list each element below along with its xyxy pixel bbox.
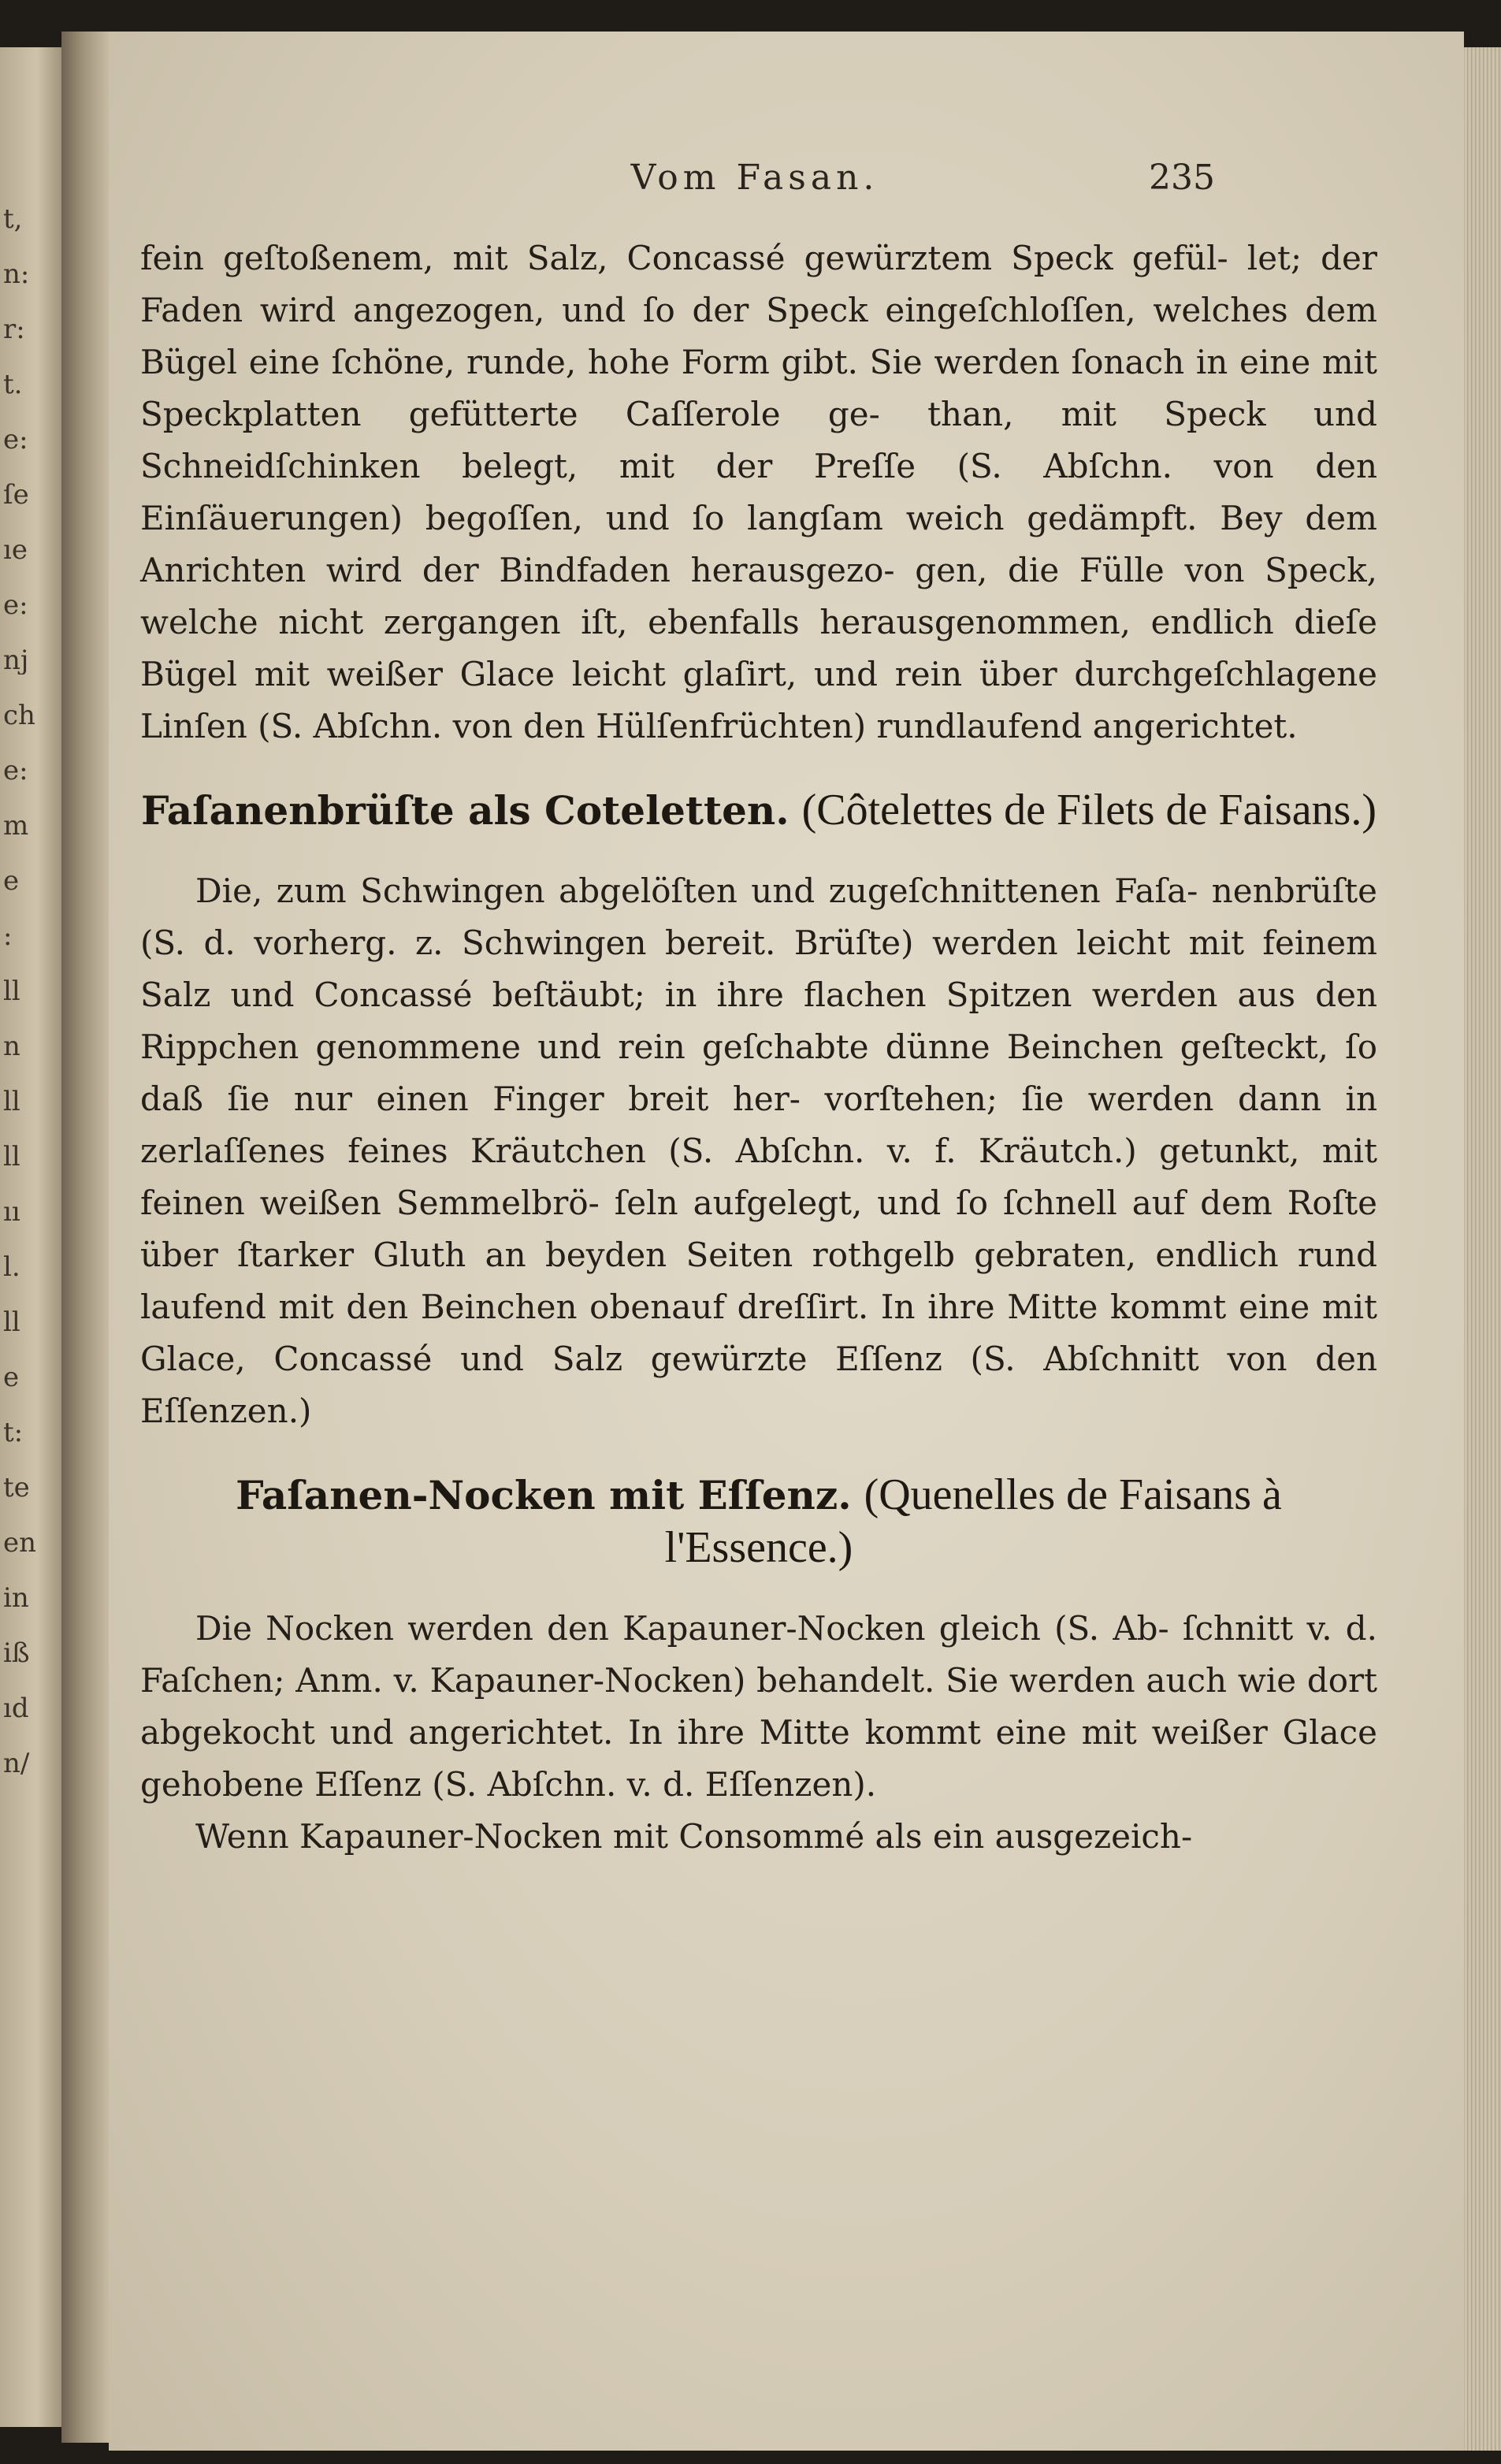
previous-page-fragment: : [3,922,13,950]
section-heading-quenelles [140,1469,1377,1574]
heading-german: Faſanenbrüſte als Coteletten. [141,787,790,834]
previous-page-fragment: en [3,1529,37,1557]
section-heading-cotelettes [140,784,1377,837]
previous-page-fragment: t, [3,205,23,233]
paragraph-continuation: fein geſtoßenem, mit Salz, Concassé gewürztem Speck gefül- let; der Faden wird angezogen, und ſo der Speck eingeſchloſſen, welches dem Bügel eine ſchöne, runde, hohe Form gibt. Sie werden ſonach in eine mit Speckplatten gefütterte Caſſerole ge- than, mit Speck und Schneidſchinken belegt, mit der Preſſe (S. Abſchn. von den Einſäuerungen) begoſſen, und ſo langſam weich gedämpft. Bey dem Anrichten wird der Bindfaden herausgezo- gen, die Fülle von Speck, welche nicht zergangen iſt, ebenfalls herausgenommen, endlich dieſe Bügel mit weißer Glace leicht glaſirt, und rein über durchgeſchlagene Linſen (S. Abſchn. von den Hülſenfrüchten) rundlaufend angerichtet. [140,239,1377,745]
previous-page-fragment: e: [3,426,28,454]
book-page [109,32,1464,2451]
previous-page-fragment: n [3,1032,20,1061]
paragraph-quenelles: Die Nocken werden den Kapauner-Nocken gleich (S. Ab- ſchnitt v. d. Faſchen; Anm. v. Kapauner-Nocken) behandelt. Sie werden auch wie dort abgekocht und angerichtet. In ihre Mitte kommt eine mit weißer Glace gehobene Eſſenz (S. Abſchn. v. d. Eſſenzen). [140,1609,1377,1804]
previous-page-fragment: ll [3,977,20,1005]
previous-page-fragment: ıı [3,1198,20,1226]
previous-page-fragment: ſe [3,481,29,509]
page-number: 235 [1149,158,1215,198]
previous-page-fragment: r: [3,315,25,344]
previous-page-fragment: ll [3,1143,20,1171]
page-body [140,232,1377,1863]
previous-page-fragment: ıe [3,536,28,564]
previous-page-fragment: in [3,1584,29,1612]
previous-page-fragment: ll [3,1087,20,1116]
previous-page-fragment: ıd [3,1694,29,1723]
previous-page-fragment: nj [3,646,29,675]
previous-page-fragment: e [3,867,20,895]
previous-page-fragment: n/ [3,1749,30,1778]
previous-page-fragment: te [3,1474,30,1502]
previous-page-fragment: e [3,1363,20,1392]
page-stack-edge [1464,47,1501,2451]
paragraph-consomme: Wenn Kapauner-Nocken mit Consommé als ein ausgezeich- [195,1817,1193,1856]
previous-page-fragment: m [3,812,29,840]
paragraph-cotelettes: Die, zum Schwingen abgelöſten und zugeſchnittenen Faſa- nenbrüſte (S. d. vorherg. z. Schwingen bereit. Brüſte) werden leicht mit feinem Salz und Concassé beſtäubt; in ihre flachen Spitzen werden aus den Rippchen genommene und rein geſchabte dünne Beinchen geſteckt, ſo daß ſie nur einen Finger breit her- vorſtehen; ſie werden dann in zerlaſſenes feines Kräutchen (S. Abſchn. v. f. Kräutch.) getunkt, mit feinen weißen Semmelbrö- ſeln aufgelegt, und ſo ſchnell auf dem Roſte über ſtarker Gluth an beyden Seiten rothgelb gebraten, endlich rund laufend mit den Beinchen obenauf dreſſirt. In ihre Mitte kommt eine mit Glace, Concassé und Salz gewürzte Eſſenz (S. Abſchnitt von den Eſſenzen.) [140,872,1377,1430]
previous-page-fragment: iß [3,1639,30,1667]
previous-page-fragment: t: [3,1418,24,1447]
previous-page-edge [0,47,61,2427]
heading-french: (Quenelles de Faisans à l'Essence.) [664,1470,1282,1572]
page-header [109,158,1464,221]
heading-french: (Côtelettes de Filets de Faisans.) [801,786,1377,834]
running-head: Vom Fasan. [630,158,879,198]
heading-german: Faſanen-Nocken mit Eſſenz. [236,1472,852,1518]
previous-page-fragment: t. [3,370,23,399]
book-gutter [61,32,109,2443]
previous-page-fragment: ll [3,1308,20,1336]
previous-page-fragment: e: [3,591,28,619]
previous-page-fragment: e: [3,756,28,785]
previous-page-fragment: n: [3,260,30,288]
previous-page-fragment: l. [3,1253,20,1281]
previous-page-fragment: ch [3,701,35,730]
